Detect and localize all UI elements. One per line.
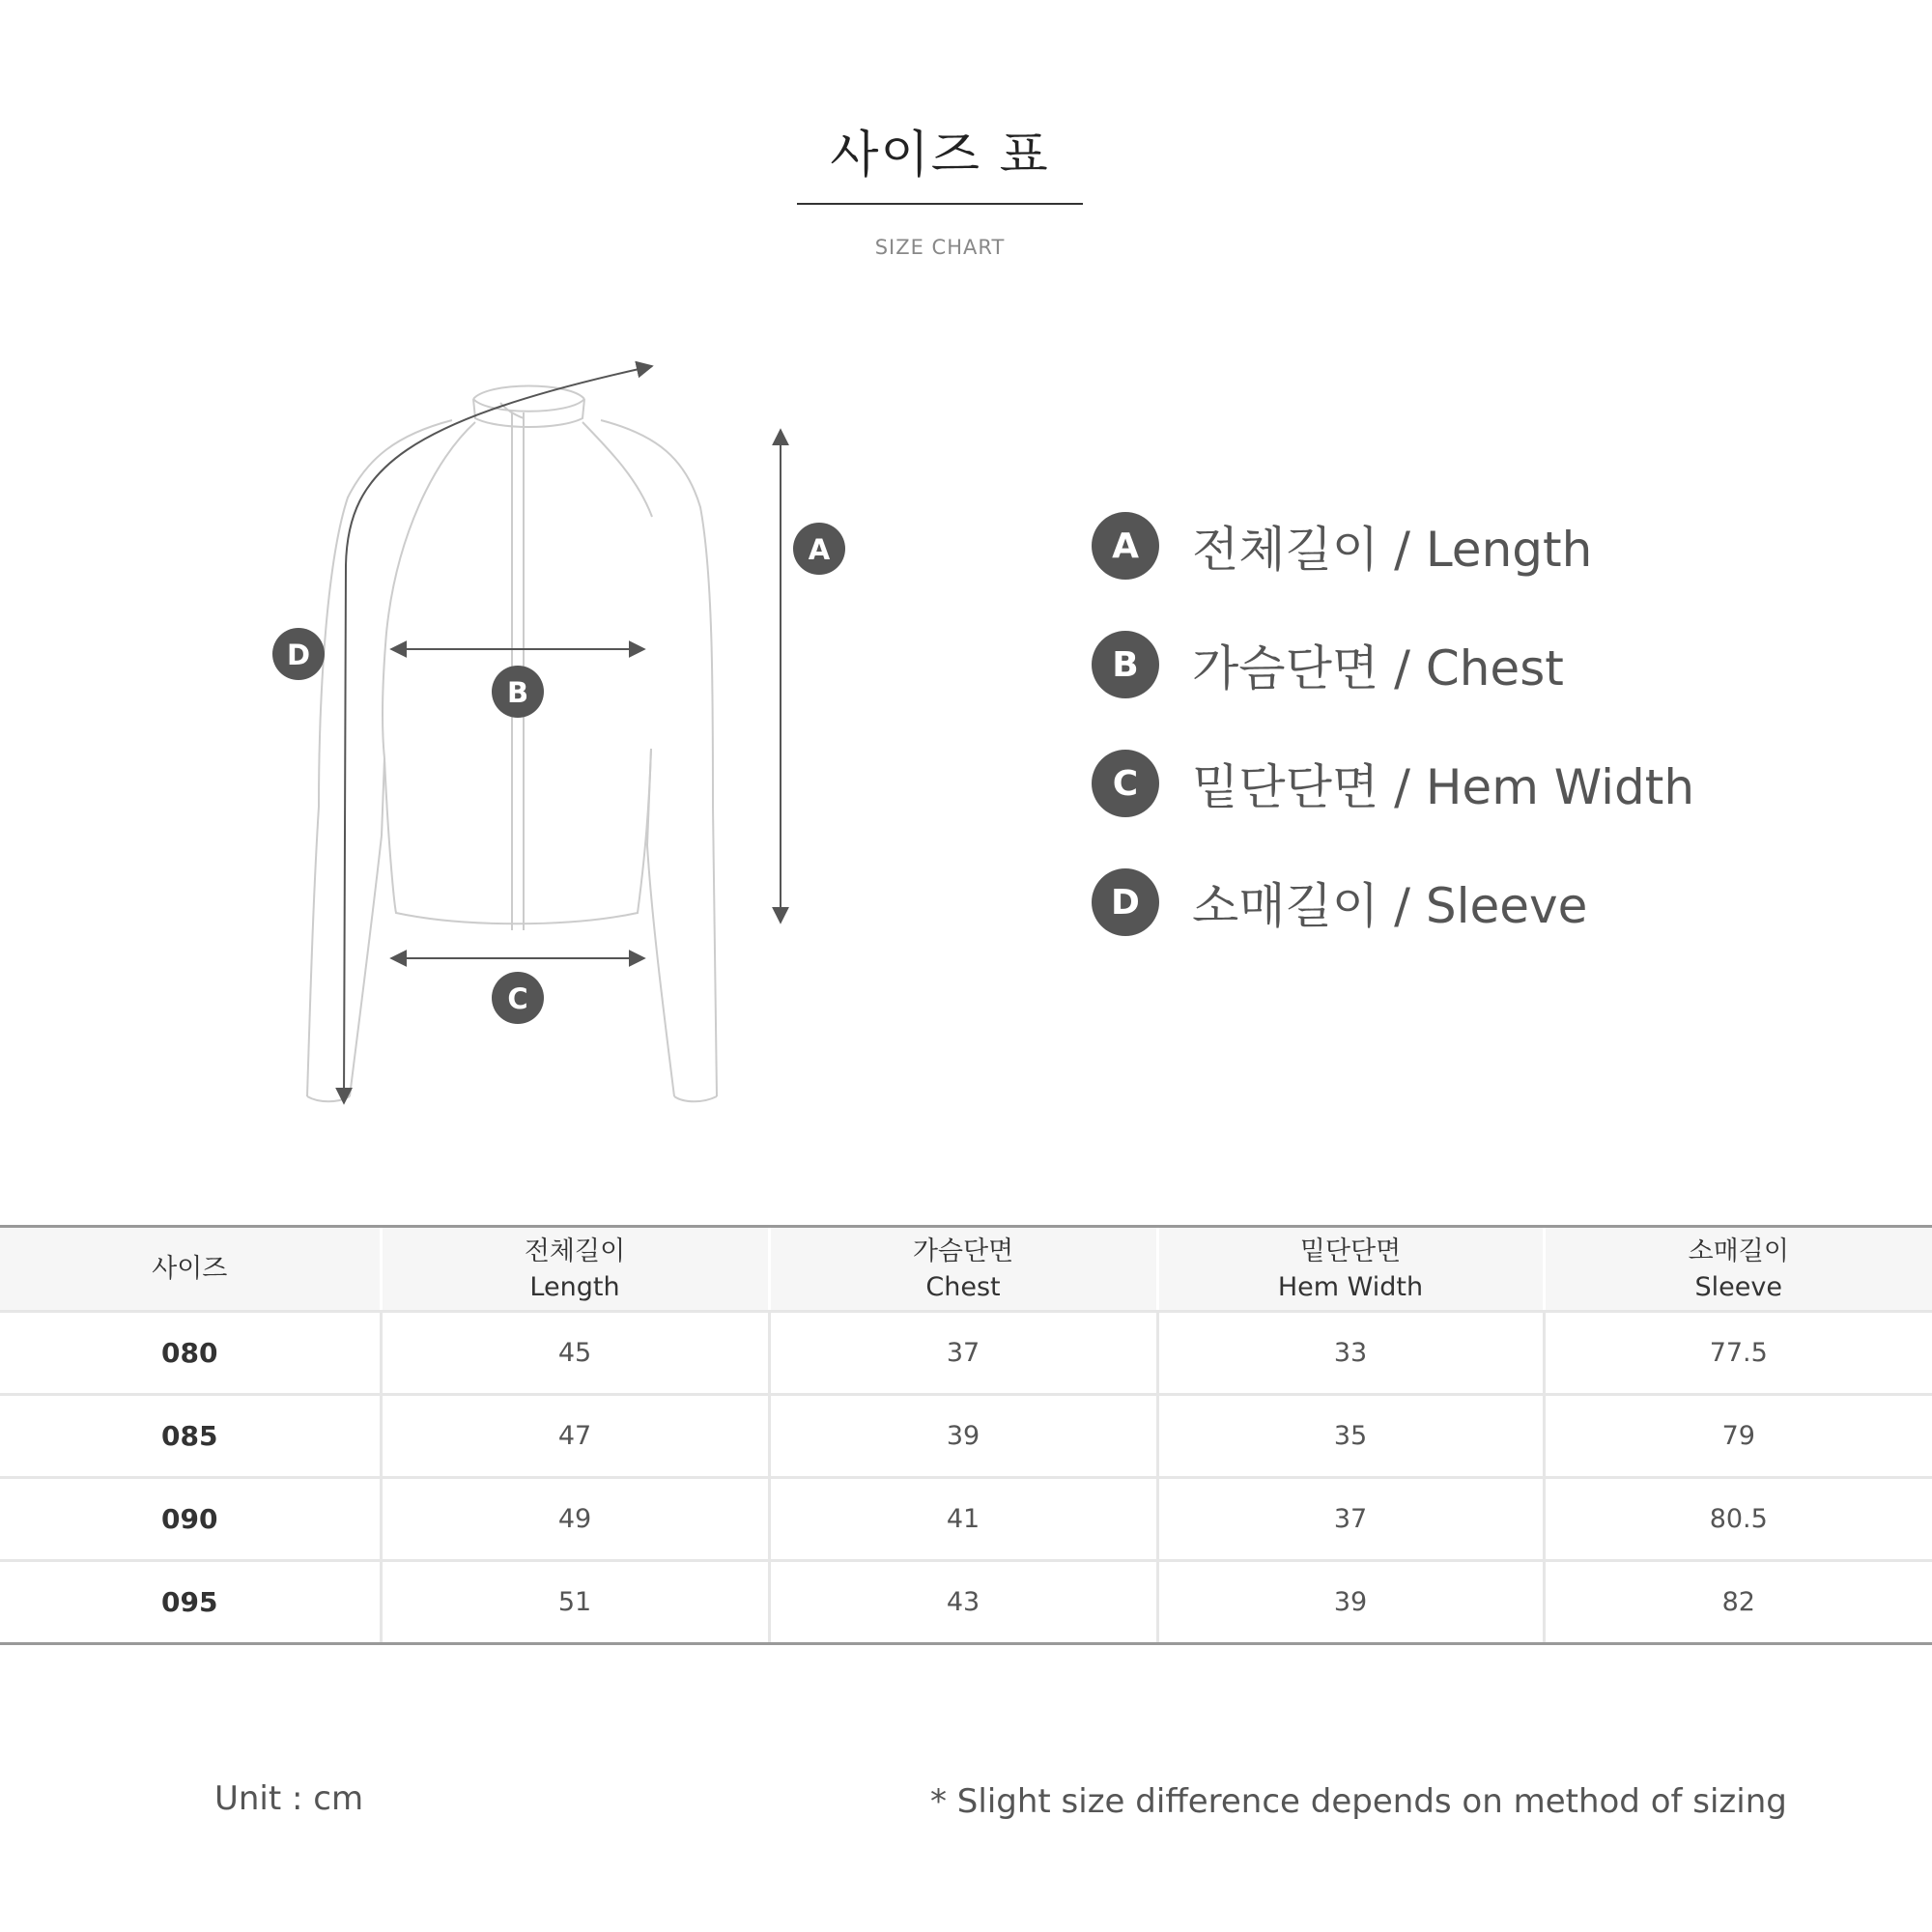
sleeve-cell: 80.5: [1544, 1478, 1932, 1561]
hem-cell: 33: [1157, 1312, 1544, 1395]
length-cell: 45: [381, 1312, 769, 1395]
chest-cell: 39: [769, 1395, 1157, 1478]
length-cell: 47: [381, 1395, 769, 1478]
marker-c-label: C: [507, 982, 528, 1015]
unit-label: Unit : cm: [214, 1779, 364, 1818]
title-rule: [797, 203, 1083, 205]
sleeve-cell: 79: [1544, 1395, 1932, 1478]
marker-b-label: B: [506, 676, 529, 709]
legend-label-hem: 밑단단면 / Hem Width: [1192, 759, 1695, 815]
header-hem-en: Hem Width: [1277, 1271, 1424, 1302]
marker-a: [793, 523, 845, 575]
header-sleeve: [1544, 1227, 1932, 1312]
hem-cell: 37: [1157, 1478, 1544, 1561]
legend-badge-a: A: [1092, 512, 1159, 580]
page-subtitle: SIZE CHART: [874, 236, 1006, 259]
length-cell: 51: [381, 1561, 769, 1644]
hem-cell: 35: [1157, 1395, 1544, 1478]
marker-d: [272, 628, 325, 680]
legend-label-chest: 가슴단면 / Chest: [1192, 640, 1564, 696]
legend-label-length: 전체길이 / Length: [1192, 522, 1593, 578]
chest-cell: 43: [769, 1561, 1157, 1644]
header-size: 사이즈: [0, 1227, 381, 1312]
legend-badge-d: D: [1092, 868, 1159, 936]
legend-item-chest: [1092, 631, 1884, 698]
header-length-en: Length: [529, 1271, 620, 1302]
table-row: [0, 1312, 1932, 1395]
header-chest: [769, 1227, 1157, 1312]
header-sleeve-ko: 소매길이: [1688, 1236, 1789, 1266]
chest-cell: 37: [769, 1312, 1157, 1395]
legend-item-sleeve: [1092, 868, 1884, 936]
size-cell: 085: [0, 1395, 381, 1478]
page-title: 사이즈 표: [830, 127, 1050, 185]
marker-a-label: A: [808, 533, 831, 566]
header-hem: [1157, 1227, 1544, 1312]
table-row: [0, 1395, 1932, 1478]
header-chest-en: Chest: [925, 1271, 1001, 1302]
header-length-ko: 전체길이: [524, 1236, 626, 1266]
measurement-legend: [1092, 512, 1884, 987]
size-cell: 095: [0, 1561, 381, 1644]
hem-cell: 39: [1157, 1561, 1544, 1644]
size-table: [0, 1225, 1932, 1645]
legend-badge-b: B: [1092, 631, 1159, 698]
header-chest-ko: 가슴단면: [912, 1236, 1014, 1266]
table-row: [0, 1561, 1932, 1644]
length-cell: 49: [381, 1478, 769, 1561]
garment-diagram: [251, 343, 947, 1125]
size-cell: 080: [0, 1312, 381, 1395]
legend-item-hem: [1092, 750, 1884, 817]
header-hem-ko: 밑단단면: [1299, 1236, 1402, 1266]
header-length: [381, 1227, 769, 1312]
header-sleeve-en: Sleeve: [1694, 1271, 1782, 1302]
sleeve-cell: 77.5: [1544, 1312, 1932, 1395]
chest-cell: 41: [769, 1478, 1157, 1561]
marker-d-label: D: [286, 639, 311, 671]
table-row: [0, 1478, 1932, 1561]
size-cell: 090: [0, 1478, 381, 1561]
legend-label-sleeve: 소매길이 / Sleeve: [1192, 878, 1588, 934]
table-header-row: [0, 1227, 1932, 1312]
legend-item-length: [1092, 512, 1884, 580]
legend-badge-c: C: [1092, 750, 1159, 817]
sleeve-cell: 82: [1544, 1561, 1932, 1644]
marker-c: [492, 972, 544, 1024]
sizing-note: * Slight size difference depends on method of sizing: [930, 1782, 1787, 1821]
marker-b: [492, 666, 544, 718]
